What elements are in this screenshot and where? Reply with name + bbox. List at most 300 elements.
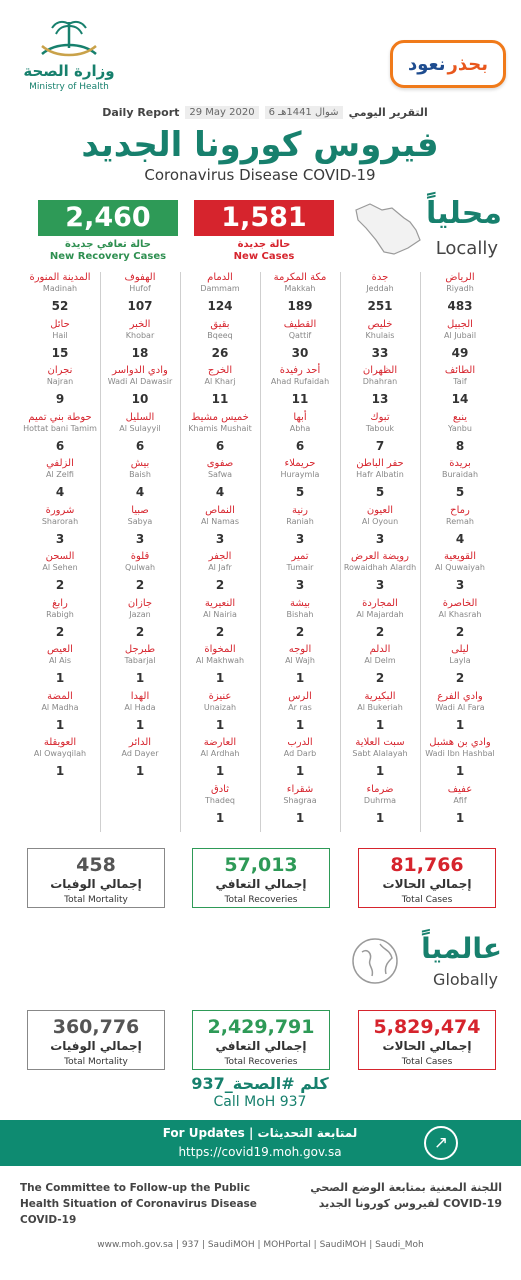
- city-name-en: Dhahran: [362, 377, 398, 386]
- city-case-count: 3: [375, 578, 385, 592]
- updates-label: For Updates | لمتابعة التحديثات: [162, 1126, 358, 1140]
- city-name-en: Najran: [46, 377, 74, 386]
- city-case-count: 7: [375, 438, 385, 453]
- city-cell: [101, 505, 179, 551]
- city-name-ar: الجفر: [208, 551, 232, 562]
- city-name-en: Yanbu: [448, 423, 472, 433]
- city-name-ar: المضة: [47, 690, 73, 702]
- city-case-count: 5: [295, 485, 305, 499]
- local-total-mortality-value: 458: [76, 854, 116, 876]
- city-cell: [181, 784, 259, 830]
- city-cell: [421, 412, 499, 458]
- city-cell: [261, 598, 339, 644]
- city-cell: [181, 319, 259, 365]
- global-total-cases: [358, 1010, 496, 1070]
- city-cell: [261, 412, 339, 458]
- city-name-en: Hail: [52, 330, 68, 340]
- city-case-count: 1: [295, 671, 305, 685]
- city-case-count: 14: [451, 392, 469, 406]
- city-case-count: 2: [215, 624, 225, 639]
- new-recoveries-label-ar: حالة تعافي جديدة: [65, 239, 151, 250]
- city-case-count: 1: [295, 810, 305, 825]
- report-label-en: Daily Report: [102, 106, 180, 119]
- local-total-recoveries-en: Total Recoveries: [224, 895, 298, 905]
- city-cell: [181, 365, 259, 411]
- updates-bar[interactable]: [0, 1120, 521, 1166]
- city-name-ar: مكة المكرمة: [273, 272, 327, 283]
- city-name-ar: خليص: [367, 318, 393, 330]
- city-cell: [261, 784, 339, 830]
- city-case-count: 30: [291, 345, 309, 360]
- global-total-mortality-en: Total Mortality: [64, 1057, 128, 1067]
- city-cell: [341, 551, 419, 597]
- city-cell: [101, 458, 179, 504]
- moh-name-ar: وزارة الصحة: [23, 62, 115, 80]
- city-case-count: 13: [371, 392, 389, 406]
- city-cell: [261, 365, 339, 411]
- city-cell: [181, 691, 259, 737]
- city-name-ar: الرس: [288, 690, 312, 702]
- global-total-mortality-value: 360,776: [52, 1016, 140, 1038]
- gregorian-date: 29 May 2020: [185, 106, 258, 119]
- city-name-en: Al Sehen: [42, 563, 78, 572]
- city-name-ar: الدرب: [287, 737, 313, 748]
- local-total-recoveries: [192, 848, 330, 908]
- city-name-ar: شقراء: [286, 783, 314, 795]
- city-cell: [421, 272, 499, 318]
- city-cell: [261, 691, 339, 737]
- city-case-count: 1: [375, 810, 385, 825]
- city-name-en: Buraidah: [441, 470, 479, 479]
- city-name-ar: الخبر: [129, 318, 151, 330]
- city-case-count: 2: [375, 671, 385, 685]
- city-case-count: 1: [215, 764, 225, 778]
- city-name-ar: حريملاء: [284, 458, 316, 469]
- updates-url-link[interactable]: https://covid19.moh.gov.sa: [178, 1145, 342, 1159]
- local-total-mortality-en: Total Mortality: [64, 895, 128, 905]
- city-name-ar: الخرج: [207, 365, 233, 376]
- city-name-en: Al Ais: [48, 656, 72, 665]
- saudi-map-icon: [348, 200, 426, 258]
- city-name-ar: النماص: [205, 504, 235, 516]
- city-case-count: 483: [447, 299, 473, 313]
- global-total-recoveries-en: Total Recoveries: [224, 1057, 298, 1067]
- updates-label-en: For Updates: [162, 1126, 245, 1140]
- city-cell: [421, 505, 499, 551]
- call-hashtag-ar: كلم #الصحة_937: [191, 1074, 329, 1093]
- city-name-en: Hufof: [129, 284, 151, 293]
- local-total-cases: [358, 848, 496, 908]
- city-name-ar: قلوة: [130, 551, 150, 562]
- city-name-ar: الدمام: [207, 272, 233, 283]
- city-name-ar: صفوى: [206, 458, 234, 469]
- city-name-en: Taif: [453, 377, 467, 386]
- city-case-count: 8: [455, 438, 465, 453]
- city-name-ar: جدة: [371, 272, 389, 283]
- city-cell: [421, 551, 499, 597]
- city-cell: [101, 644, 179, 690]
- moh-logo: [14, 18, 124, 96]
- city-name-en: Sabt Alalayah: [352, 749, 408, 758]
- city-case-count: 1: [215, 810, 225, 825]
- new-recoveries-value: 2,460: [38, 200, 178, 236]
- city-cell: [261, 737, 339, 783]
- city-case-count: 1: [455, 764, 465, 778]
- city-name-en: Al Madha: [41, 702, 79, 712]
- city-case-count: 3: [215, 531, 225, 546]
- city-cell: [341, 737, 419, 783]
- city-name-ar: رابغ: [52, 597, 68, 609]
- city-name-en: Qulwah: [124, 563, 156, 572]
- city-name-ar: الطائف: [444, 365, 476, 376]
- city-cell: [181, 505, 259, 551]
- new-recoveries-label: [30, 239, 186, 263]
- city-cell: [261, 551, 339, 597]
- city-name-ar: القطيف: [283, 318, 317, 330]
- city-case-count: 3: [135, 531, 145, 546]
- city-cell: [341, 505, 419, 551]
- city-name-en: Al Jubail: [443, 330, 477, 340]
- report-line: [100, 106, 430, 119]
- city-cell: [261, 458, 339, 504]
- city-case-count: 2: [55, 624, 65, 639]
- city-name-en: Duhrma: [363, 795, 397, 805]
- city-cell: [421, 319, 499, 365]
- city-case-count: 2: [455, 624, 465, 639]
- city-name-ar: الجبيل: [447, 318, 473, 330]
- city-cell: [421, 458, 499, 504]
- city-name-en: Bqeeq: [207, 330, 233, 340]
- city-case-count: 3: [295, 531, 305, 546]
- city-name-ar: ينبع: [452, 411, 468, 423]
- city-name-ar: النعيرية: [204, 597, 236, 609]
- city-cell: [341, 691, 419, 737]
- city-name-en: Ad Darb: [283, 749, 317, 758]
- city-name-ar: وادي الدواسر: [112, 365, 168, 376]
- city-cell: [101, 412, 179, 458]
- city-name-en: Al Jafr: [208, 563, 232, 572]
- footer-social-links[interactable]: www.moh.gov.sa | 937 | SaudiMOH | MOHPortal | SaudiMOH | Saudi_Moh: [97, 1240, 424, 1250]
- moh-name-en: Ministry of Health: [29, 82, 109, 92]
- global-total-recoveries-value: 2,429,791: [207, 1016, 315, 1038]
- city-name-en: Wadi Al Fara: [435, 702, 485, 712]
- city-name-en: Tabarjal: [124, 656, 156, 665]
- city-name-en: Unaizah: [203, 702, 237, 712]
- city-case-count: 6: [215, 438, 225, 453]
- city-cell: [21, 319, 99, 365]
- city-name-ar: وادي بن هشبل: [429, 737, 491, 748]
- city-name-ar: الهدا: [130, 690, 150, 702]
- city-name-ar: ضرماء: [366, 783, 394, 795]
- city-name-en: Madinah: [42, 284, 78, 293]
- city-name-ar: جازان: [127, 597, 153, 609]
- city-name-en: Sabya: [127, 516, 153, 526]
- city-case-count: 1: [375, 717, 385, 732]
- city-name-en: Huraymla: [280, 470, 320, 479]
- campaign-word-1: نعود: [408, 53, 446, 75]
- city-name-ar: شرورة: [45, 504, 75, 516]
- city-name-en: Al Sulayyil: [119, 423, 161, 433]
- city-name-ar: بريدة: [449, 458, 471, 469]
- city-cell: [101, 691, 179, 737]
- city-case-count: 1: [455, 810, 465, 825]
- city-cell: [341, 598, 419, 644]
- city-case-count: 4: [215, 485, 225, 499]
- city-case-count: 52: [51, 299, 69, 313]
- city-cell: [101, 551, 179, 597]
- committee-en: The Committee to Follow-up the Public Health Situation of Coronavirus Disease COVID-19: [20, 1182, 257, 1226]
- city-name-en: Tabouk: [365, 423, 395, 433]
- city-name-en: Qattif: [288, 330, 312, 340]
- city-case-count: 6: [55, 438, 65, 453]
- city-case-count: 3: [295, 578, 305, 592]
- city-case-count: 5: [455, 485, 465, 499]
- globe-icon: [350, 936, 400, 986]
- city-name-ar: الهفوف: [124, 272, 156, 283]
- city-name-en: Al Hada: [124, 702, 156, 712]
- global-total-recoveries: [192, 1010, 330, 1070]
- city-name-ar: السحن: [45, 551, 75, 562]
- city-cell: [21, 551, 99, 597]
- local-heading: [340, 196, 510, 266]
- city-name-ar: المخواة: [204, 644, 236, 655]
- city-name-ar: الزلفي: [46, 458, 74, 469]
- city-name-en: Khobar: [125, 330, 155, 340]
- city-name-en: Baish: [129, 470, 151, 479]
- city-name-en: Ar ras: [288, 702, 312, 712]
- city-cell: [21, 458, 99, 504]
- report-label-ar: التقرير اليومي: [348, 106, 428, 119]
- city-cell: [261, 505, 339, 551]
- city-name-ar: العيون: [366, 504, 394, 516]
- city-case-count: 11: [211, 392, 229, 406]
- city-cell: [21, 272, 99, 318]
- local-total-cases-en: Total Cases: [401, 895, 453, 905]
- city-cell: [341, 272, 419, 318]
- global-heading-ar: عالمياً: [421, 932, 502, 965]
- city-name-en: Afif: [453, 795, 467, 805]
- city-case-count: 18: [131, 345, 149, 360]
- city-name-ar: بيشة: [289, 597, 311, 609]
- city-cell: [421, 598, 499, 644]
- global-total-mortality: [27, 1010, 165, 1070]
- city-case-count: 1: [455, 717, 465, 732]
- city-name-en: Sharorah: [41, 516, 79, 526]
- city-name-ar: ليلى: [451, 644, 469, 655]
- city-name-ar: الدلم: [369, 644, 391, 655]
- city-name-ar: وادي الفرع: [437, 690, 483, 702]
- cities-grid: [20, 272, 500, 832]
- city-cell: [21, 505, 99, 551]
- city-name-en: Al Wajh: [285, 656, 315, 665]
- city-cell: [21, 737, 99, 783]
- city-name-en: Al Kharj: [204, 377, 236, 386]
- city-case-count: 11: [291, 392, 309, 406]
- city-cell: [341, 412, 419, 458]
- title-en: Coronavirus Disease COVID-19: [144, 166, 376, 184]
- global-total-cases-en: Total Cases: [401, 1057, 453, 1067]
- new-cases-label: [186, 239, 342, 263]
- city-case-count: 1: [55, 671, 65, 685]
- city-name-en: Khamis Mushait: [188, 423, 252, 433]
- city-name-en: Abha: [289, 423, 311, 433]
- city-name-ar: تبوك: [370, 411, 390, 423]
- hijri-date: 6 شوال 1441هـ: [265, 106, 343, 119]
- city-name-ar: بقيق: [210, 318, 230, 330]
- city-cell: [341, 319, 419, 365]
- city-cell: [341, 365, 419, 411]
- city-case-count: 107: [127, 299, 153, 313]
- city-cell: [21, 598, 99, 644]
- city-name-ar: نجران: [47, 365, 73, 376]
- city-name-en: Hottat bani Tamim: [23, 423, 97, 433]
- city-case-count: 1: [375, 764, 385, 778]
- city-case-count: 4: [55, 485, 65, 499]
- city-cell: [101, 319, 179, 365]
- city-cell: [261, 319, 339, 365]
- city-case-count: 49: [451, 345, 469, 360]
- city-name-ar: رماح: [450, 504, 470, 516]
- city-cell: [21, 691, 99, 737]
- updates-label-ar: لمتابعة التحديثات: [257, 1126, 358, 1140]
- city-cell: [421, 365, 499, 411]
- city-name-en: Al Zelfi: [46, 470, 74, 479]
- city-cell: [101, 598, 179, 644]
- city-cell: [21, 644, 99, 690]
- city-case-count: 1: [135, 671, 145, 685]
- city-name-ar: خميس مشيط: [191, 411, 249, 423]
- city-name-en: Hafr Albatin: [356, 470, 404, 479]
- city-name-en: Al Nairia: [203, 609, 237, 619]
- local-heading-en: Locally: [435, 238, 498, 259]
- city-name-ar: أحد رفيدة: [279, 365, 321, 376]
- city-name-en: Layla: [449, 656, 471, 665]
- city-name-en: Dammam: [200, 284, 240, 293]
- global-heading-en: Globally: [433, 970, 498, 989]
- campaign-logo: [390, 40, 506, 88]
- city-case-count: 15: [51, 345, 69, 360]
- city-name-en: Bishah: [286, 609, 314, 619]
- city-name-en: Al Bukeriah: [357, 702, 403, 712]
- city-name-en: Al Owayqilah: [33, 749, 87, 758]
- city-cell: [261, 272, 339, 318]
- global-total-cases-ar: إجمالي الحالات: [382, 1039, 472, 1053]
- campaign-word-2: بحذر: [447, 53, 488, 75]
- city-cell: [181, 272, 259, 318]
- global-total-mortality-ar: إجمالي الوفيات: [50, 1039, 142, 1053]
- city-case-count: 1: [55, 717, 65, 732]
- city-case-count: 10: [131, 392, 149, 406]
- city-case-count: 9: [55, 392, 65, 406]
- city-name-en: Makkah: [284, 284, 316, 293]
- city-name-ar: رويضة العرض: [351, 551, 409, 562]
- city-name-ar: عنيزة: [208, 690, 232, 702]
- city-name-ar: العيص: [47, 644, 73, 655]
- city-name-en: Al Namas: [201, 516, 239, 526]
- city-cell: [181, 644, 259, 690]
- local-total-recoveries-value: 57,013: [224, 854, 298, 876]
- city-name-en: Raniah: [286, 516, 314, 526]
- city-name-ar: السليل: [125, 411, 155, 423]
- city-cell: [101, 737, 179, 783]
- city-name-en: Al Delm: [364, 656, 396, 665]
- arrow-up-right-icon: ↗: [424, 1126, 458, 1160]
- local-total-recoveries-ar: إجمالي التعافي: [215, 877, 307, 891]
- city-name-ar: طبرجل: [124, 644, 156, 655]
- local-total-cases-ar: إجمالي الحالات: [382, 877, 472, 891]
- city-case-count: 4: [135, 485, 145, 499]
- city-name-en: Tumair: [286, 563, 314, 572]
- city-case-count: 1: [55, 764, 65, 778]
- city-cell: [101, 365, 179, 411]
- city-name-en: Ad Dayer: [121, 749, 159, 758]
- city-case-count: 3: [455, 578, 465, 592]
- city-case-count: 2: [135, 578, 145, 592]
- city-cell: [181, 737, 259, 783]
- city-cell: [421, 737, 499, 783]
- city-cell: [421, 691, 499, 737]
- city-case-count: 2: [215, 578, 225, 592]
- city-name-ar: المدينة المنورة: [29, 272, 91, 283]
- city-case-count: 2: [455, 671, 465, 685]
- local-total-cases-value: 81,766: [390, 854, 464, 876]
- city-case-count: 2: [135, 624, 145, 639]
- city-case-count: 5: [375, 485, 385, 499]
- city-name-en: Ahad Rufaidah: [270, 377, 330, 386]
- city-cell: [21, 365, 99, 411]
- city-name-en: Rabigh: [46, 609, 74, 619]
- city-name-en: Khulais: [365, 330, 395, 340]
- city-name-en: Al Makhwah: [195, 656, 245, 665]
- city-name-ar: العويقلة: [43, 737, 77, 748]
- city-name-ar: الوجه: [288, 644, 312, 655]
- new-cases-label-ar: حالة جديدة: [237, 239, 291, 250]
- city-name-en: Jeddah: [366, 284, 394, 293]
- city-case-count: 1: [215, 717, 225, 732]
- city-case-count: 3: [375, 531, 385, 546]
- global-heading: [350, 930, 510, 1000]
- city-name-ar: حفر الباطن: [356, 458, 404, 469]
- city-case-count: 33: [371, 345, 389, 360]
- city-name-ar: سبت العلاية: [355, 737, 405, 748]
- global-total-recoveries-ar: إجمالي التعافي: [215, 1039, 307, 1053]
- city-name-ar: القويعية: [443, 551, 477, 562]
- city-name-en: Shagraa: [283, 795, 317, 805]
- city-name-ar: صبيا: [131, 504, 149, 516]
- city-cell: [101, 272, 179, 318]
- city-cell: [261, 644, 339, 690]
- city-name-ar: أبها: [293, 411, 307, 423]
- city-case-count: 124: [207, 299, 233, 313]
- global-total-cases-value: 5,829,474: [373, 1016, 481, 1038]
- city-case-count: 1: [215, 671, 225, 685]
- local-total-mortality-ar: إجمالي الوفيات: [50, 877, 142, 891]
- city-name-ar: الخاصرة: [442, 597, 478, 609]
- city-cell: [421, 784, 499, 830]
- city-cell: [341, 458, 419, 504]
- palm-swords-emblem-icon: [34, 18, 104, 62]
- city-name-ar: العارضة: [203, 737, 237, 748]
- new-cases-label-en: New Cases: [233, 251, 295, 262]
- city-name-en: Al Ardhah: [200, 749, 240, 758]
- call-moh-en: Call MoH 937: [213, 1094, 307, 1110]
- city-case-count: 1: [295, 717, 305, 732]
- city-name-ar: تمير: [291, 551, 309, 562]
- city-name-en: Al Oyoun: [361, 516, 399, 526]
- city-name-ar: ثادق: [210, 783, 230, 795]
- city-case-count: 2: [295, 624, 305, 639]
- city-name-ar: حوطة بني تميم: [28, 411, 92, 423]
